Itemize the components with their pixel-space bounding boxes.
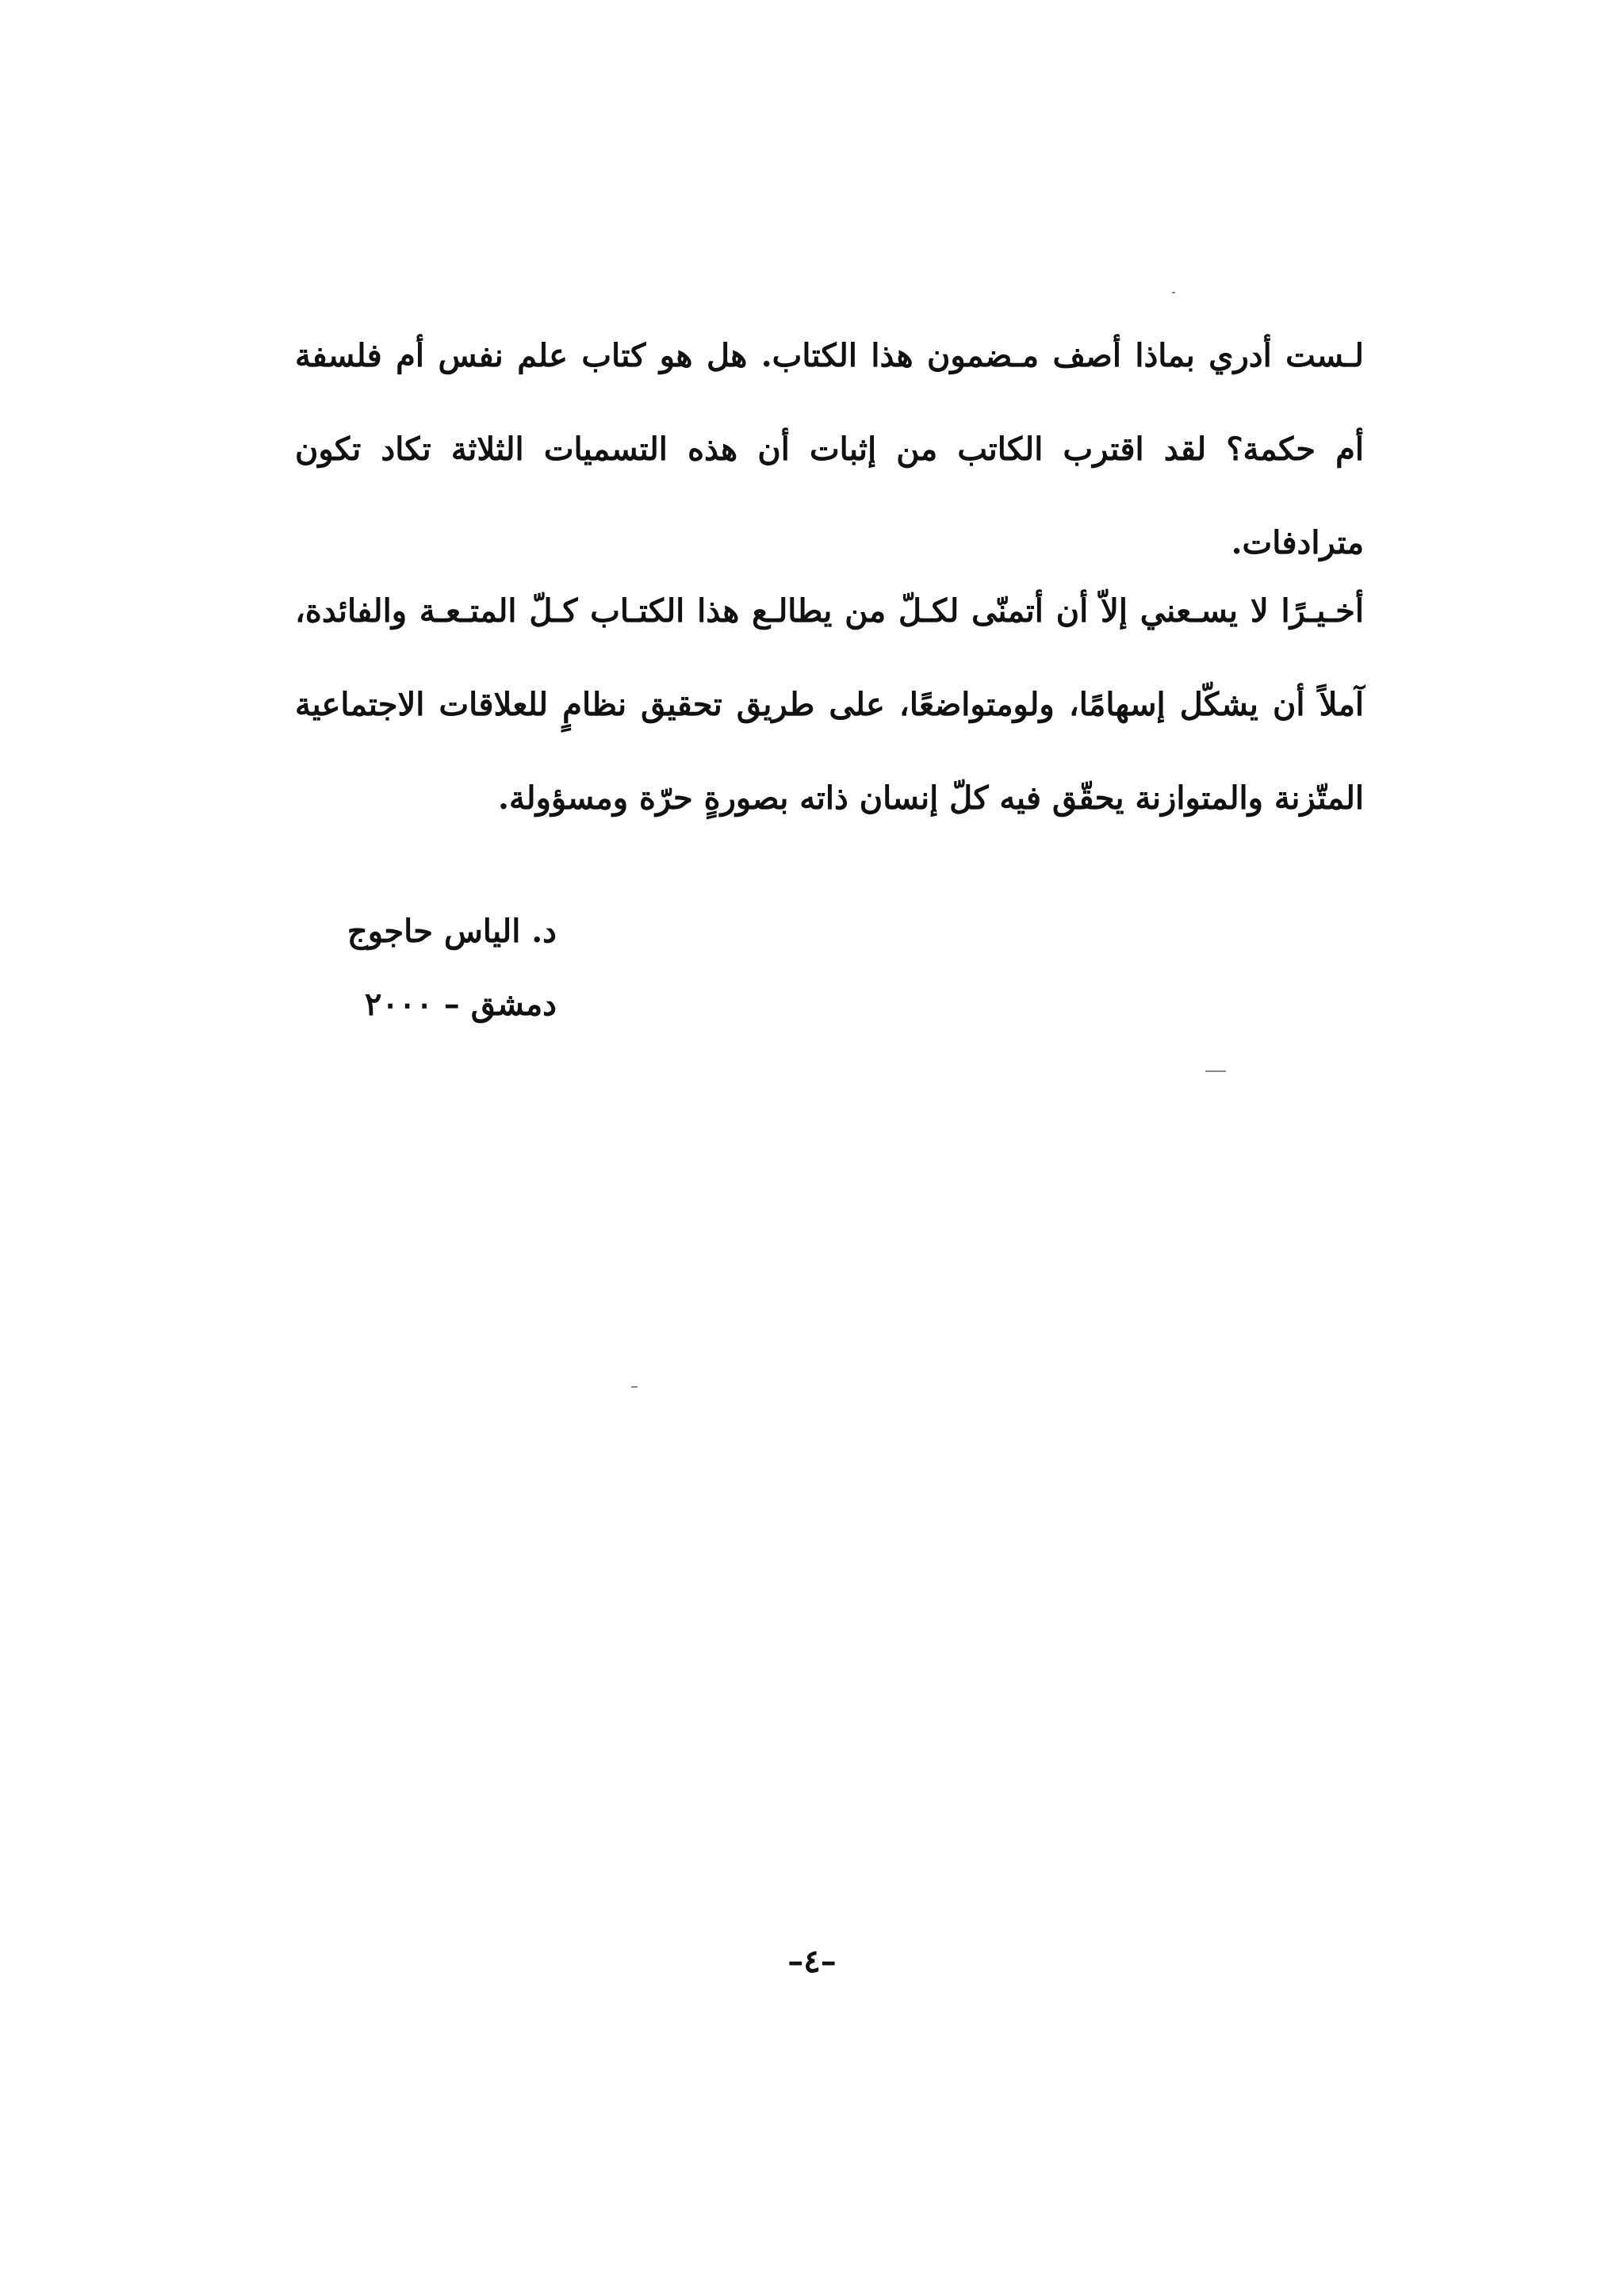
scan-speck xyxy=(1205,1070,1226,1072)
page-number: –٤– xyxy=(787,1943,837,1980)
paragraph-intro: لـست أدري بماذا أصف مـضمون هذا الكتاب. هل هو كتاب علم نفس أم فلسفة أم حكمة؟ لقد اقترب الكاتب من إثبات أن هذه التسميات الثلاثة تكاد تكون مترادفات. xyxy=(295,337,1364,561)
scan-speck xyxy=(631,1386,638,1388)
author-signature-name: د. الياس حاجوج xyxy=(347,913,557,950)
author-place-date: دمشق – ٢٠٠٠ xyxy=(364,986,557,1023)
paragraph-closing: أخـيـرًا لا يسـعني إلاّ أن أتمنّى لكـلّ من يطالـع هذا الكتـاب كـلّ المتـعـة والفائدة، آملاً أن يشكّل إسهامًا، ولومتواضعًا، على طريق تحقيق نظامٍ للعلاقات الاجتماعية المتّزنة والمتوازنة يحقّق فيه كلّ إنسان ذاته بصورةٍ حرّة ومسؤولة. xyxy=(295,592,1364,817)
scan-speck xyxy=(1172,292,1175,293)
